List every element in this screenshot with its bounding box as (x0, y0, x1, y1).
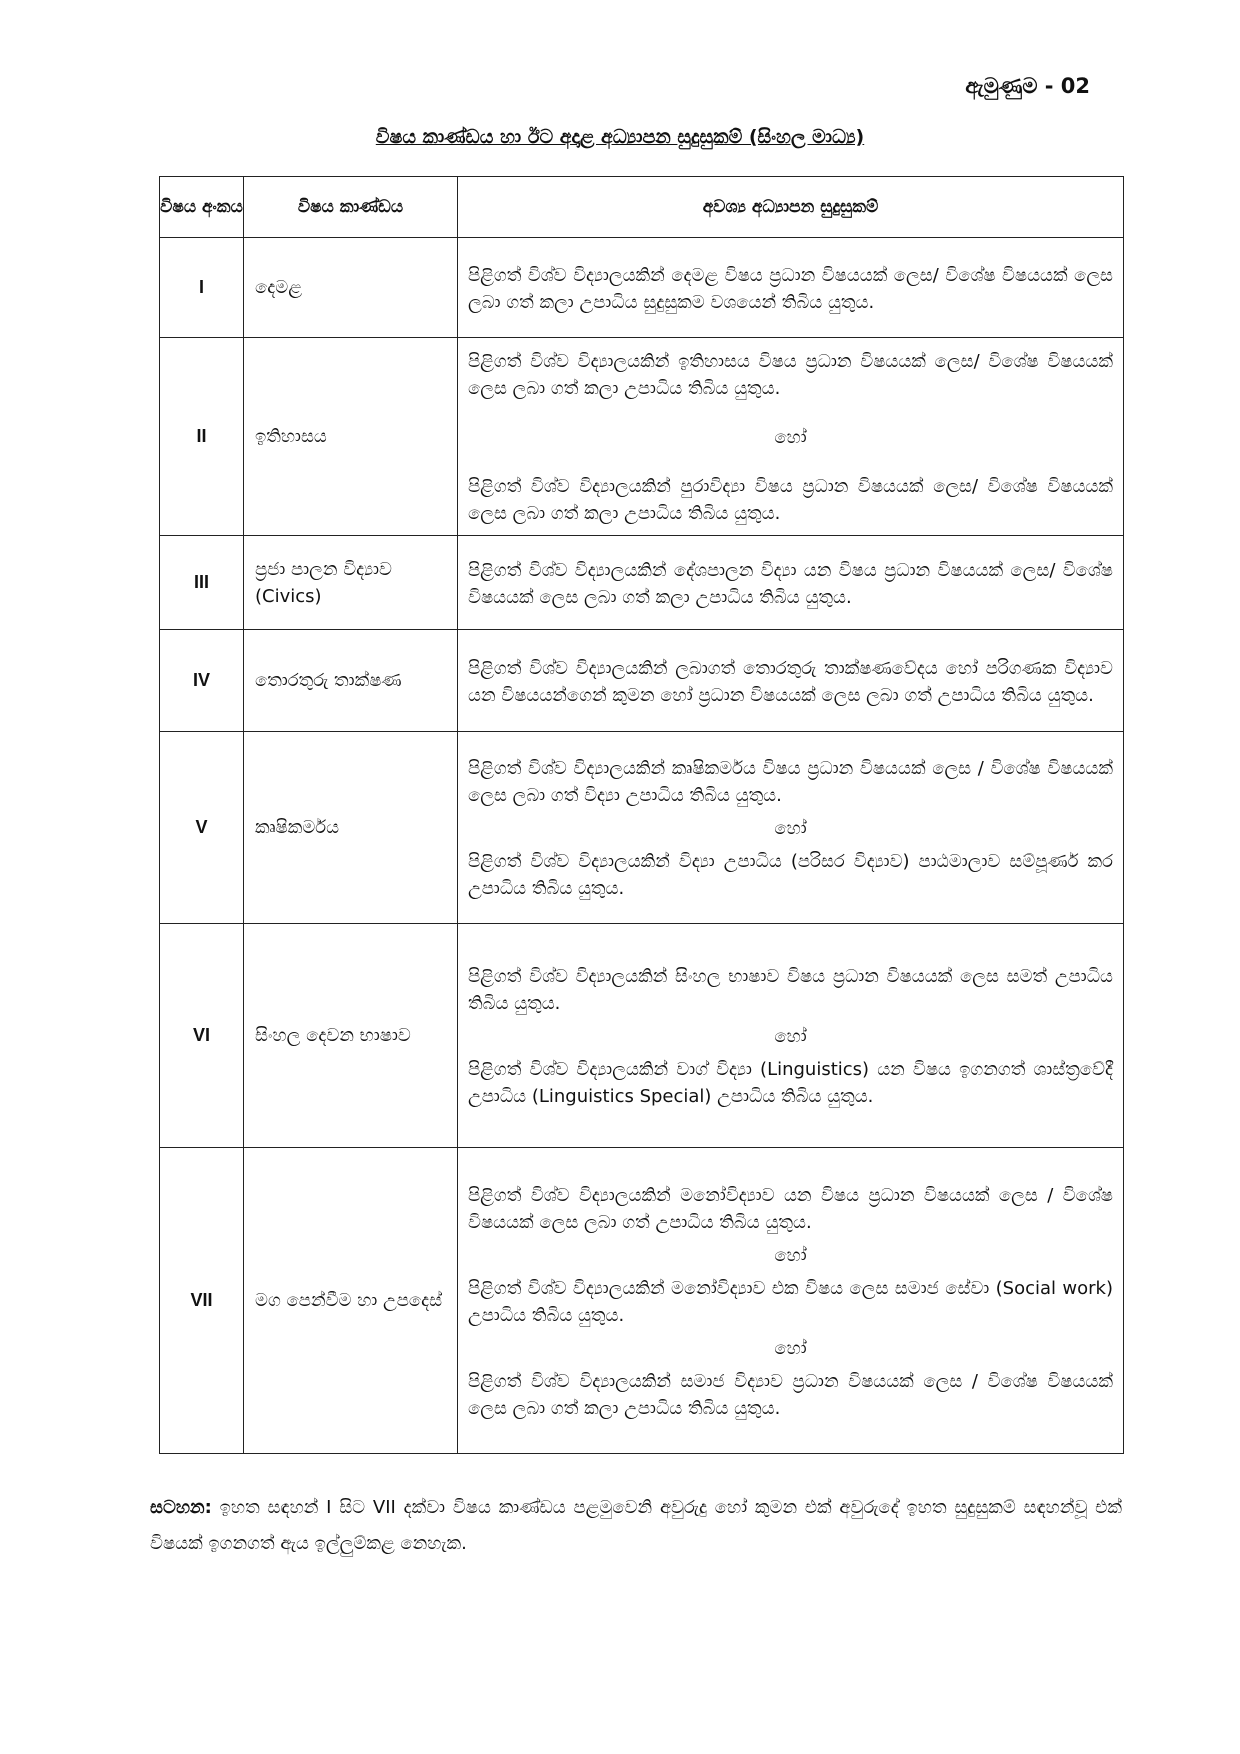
qualification-text: පිළිගත් විශ්ව විද්‍යාලයකින් කෘෂිකර්මය විෂය ප්‍රධාන විෂයයක් ලෙස / විශේෂ විෂයයක් ලෙස ලබා ගත් විද්‍යා උපාධිය තිබිය යුතුය. (468, 758, 1113, 806)
or-separator: හෝ (774, 1244, 807, 1266)
table-row (160, 630, 1124, 732)
subject-category: ප්‍රජා පාලන විද්‍යාව (Civics) (244, 536, 458, 630)
subject-number: I (160, 238, 244, 338)
note-text: ඉහත සඳහන් I සිට VII දක්වා විෂය කාණ්ඩය පළමුවෙනි අවුරුදු හෝ කුමන එක් අවුරුදේ ඉහත සුදුසුකම් සඳහන්වූ එක් විෂයක් ඉගනගත් ඇය ඉල්ලුම්කළ නෙහැක. (150, 1497, 1122, 1554)
or-separator: හෝ (774, 1337, 807, 1359)
subject-category: ඉතිහාසය (244, 338, 458, 536)
qualification-cell (458, 238, 1124, 338)
subject-category: සිංහල දෙවන භාෂාව (244, 924, 458, 1148)
table-row (160, 732, 1124, 924)
qualification-cell (458, 924, 1124, 1148)
subject-number: IV (160, 630, 244, 732)
table-row (160, 238, 1124, 338)
qualification-text: පිළිගත් විශ්ව විද්‍යාලයකින් සිංහල භාෂාව විෂය ප්‍රධාන විෂයයක් ලෙස සමත් උපාධිය තිබිය යුතුය. (468, 966, 1113, 1014)
table-row (160, 1148, 1124, 1454)
document-title: විෂය කාණ්ඩය හා ඊට අදාළ අධ්‍යාපන සුදුසුකම් (සිංහල මාධ්‍ය) (375, 126, 865, 148)
subject-number: VI (160, 924, 244, 1148)
qualification-text: පිළිගත් විශ්ව විද්‍යාලයකින් දෙමළ විෂය ප්‍රධාන විෂයයක් ලෙස/ විශේෂ විෂයයක් ලෙස ලබා ගත් කලා උපාධිය සුදුසුකම වශයෙන් තිබිය යුතුය. (468, 264, 1113, 313)
note (150, 1490, 1122, 1562)
subject-category: මග පෙන්වීම හා උපදෙස් (244, 1148, 458, 1454)
subject-category: තොරතුරු තාක්ෂණ (244, 630, 458, 732)
subject-category: දෙමළ (244, 238, 458, 338)
qualification-text: පිළිගත් විශ්ව විද්‍යාලයකින් විද්‍යා උපාධිය (පරිසර විද්‍යාව) පාඨමාලාව සම්පූර්ණ කර උපාධිය තිබිය යුතුය. (468, 851, 1113, 899)
qualification-cell (458, 732, 1124, 924)
header-subject-no: විෂය අංකය (160, 177, 244, 238)
qualification-cell (458, 1148, 1124, 1454)
qualification-text: පිළිගත් විශ්ව විද්‍යාලයකින් ලබාගත් තොරතුරු තාක්ෂණවේදය හෝ පරිගණක විද්‍යාව යන විෂයයන්ගෙන් කුමන හෝ ප්‍රධාන විෂයයක් ලෙස ලබා ගත් උපාධිය තිබිය යුතුය. (468, 657, 1113, 706)
qualification-cell (458, 536, 1124, 630)
annex-label: ඇමුණුම - 02 (965, 74, 1090, 98)
or-separator: හෝ (774, 427, 807, 448)
qualifications-table (159, 176, 1124, 1454)
header-subject-category: විෂය කාණ්ඩය (244, 177, 458, 238)
table-row (160, 338, 1124, 536)
subject-number: III (160, 536, 244, 630)
qualification-text: පිළිගත් විශ්ව විද්‍යාලයකින් වාග් විද්‍යා (Linguistics) යන විෂය ඉගනගත් ශාස්ත්‍රවේදී උපාධිය (Linguistics Special) උපාධිය තිබිය යුතුය. (468, 1059, 1113, 1107)
table-row (160, 536, 1124, 630)
or-separator: හෝ (774, 1026, 807, 1047)
subject-number: V (160, 732, 244, 924)
header-qualifications: අවශ්‍ය අධ්‍යාපන සුදුසුකම් (458, 177, 1124, 238)
subject-category: කෘෂිකර්මය (244, 732, 458, 924)
table-header-row (160, 177, 1124, 238)
qualification-text: පිළිගත් විශ්ව විද්‍යාලයකින් මනෝවිද්‍යාව යන විෂය ප්‍රධාන විෂයයක් ලෙස / විශේෂ විෂයයක් ලෙස ලබා ගත් උපාධිය තිබිය යුතුය. (468, 1184, 1113, 1233)
qualification-text: පිළිගත් විශ්ව විද්‍යාලයකින් දේශපාලන විද්‍යා යන විෂය ප්‍රධාන විෂයයක් ලෙස/ විශේෂ විෂයයක් ලෙස ලබා ගත් කලා උපාධිය තිබිය යුතුය. (468, 559, 1113, 608)
subject-number: VII (160, 1148, 244, 1454)
qualification-text: පිළිගත් විශ්ව විද්‍යාලයකින් සමාජ විද්‍යාව ප්‍රධාන විෂයයක් ලෙස / විශේෂ විෂයයක් ලෙස ලබා ගත් කලා උපාධිය තිබිය යුතුය. (468, 1370, 1113, 1419)
note-label: සටහන: (150, 1497, 212, 1518)
qualification-text: පිළිගත් විශ්ව විද්‍යාලයකින් ඉතිහාසය විෂය ප්‍රධාන විෂයයක් ලෙස/ විශේෂ විෂයයක් ලෙස ලබා ගත් කලා උපාධිය තිබිය යුතුය. (468, 351, 1113, 399)
qualification-text: පිළිගත් විශ්ව විද්‍යාලයකින් පුරාවිද්‍යා විෂය ප්‍රධාන විෂයයක් ලෙස/ විශේෂ විෂයයක් ලෙස ලබා ගත් කලා උපාධිය තිබිය යුතුය. (468, 476, 1113, 524)
qualification-cell (458, 338, 1124, 536)
table-row (160, 924, 1124, 1148)
subject-number: II (160, 338, 244, 536)
or-separator: හෝ (774, 818, 807, 839)
qualification-cell (458, 630, 1124, 732)
qualification-text: පිළිගත් විශ්ව විද්‍යාලයකින් මනෝවිද්‍යාව එක විෂය ලෙස සමාජ සේවා (Social work) උපාධිය තිබිය යුතුය. (468, 1277, 1113, 1326)
